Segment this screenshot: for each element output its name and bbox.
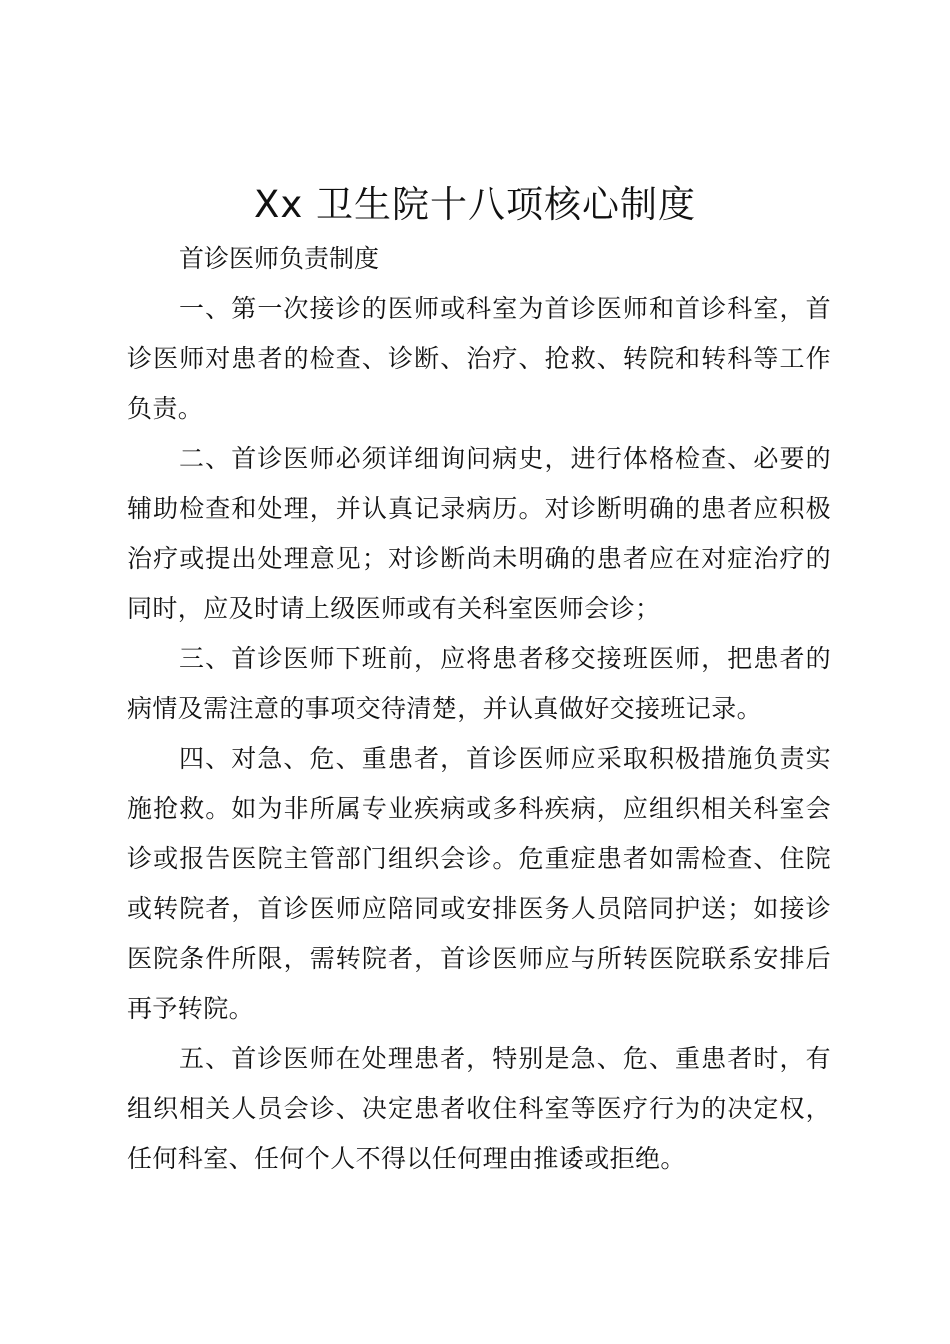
paragraph-3: 三、首诊医师下班前，应将患者移交接班医师，把患者的病情及需注意的事项交待清楚，并认真做好交接班记录。 xyxy=(127,644,831,723)
document-body xyxy=(127,234,831,1184)
document-title: Xx 卫生院十八项核心制度 xyxy=(253,183,696,226)
paragraph-4: 四、对急、危、重患者，首诊医师应采取积极措施负责实施抢救。如为非所属专业疾病或多科疾病，应组织相关科室会诊或报告医院主管部门组织会诊。危重症患者如需检查、住院或转院者，首诊医师应陪同或安排医务人员陪同护送；如接诊医院条件所限，需转院者，首诊医师应与所转医院联系安排后再予转院。 xyxy=(127,744,831,1023)
paragraph-5: 五、首诊医师在处理患者，特别是急、危、重患者时，有组织相关人员会诊、决定患者收住科室等医疗行为的决定权，任何科室、任何个人不得以任何理由推诿或拒绝。 xyxy=(127,1044,831,1173)
section-title: 首诊医师负责制度 xyxy=(179,244,380,273)
paragraph-2: 二、首诊医师必须详细询问病史，进行体格检查、必要的辅助检查和处理，并认真记录病历。对诊断明确的患者应积极治疗或提出处理意见；对诊断尚未明确的患者应在对症治疗的同时，应及时请上级医师或有关科室医师会诊； xyxy=(127,444,831,623)
paragraph-1: 一、第一次接诊的医师或科室为首诊医师和首诊科室，首诊医师对患者的检查、诊断、治疗、抢救、转院和转科等工作负责。 xyxy=(127,294,831,423)
